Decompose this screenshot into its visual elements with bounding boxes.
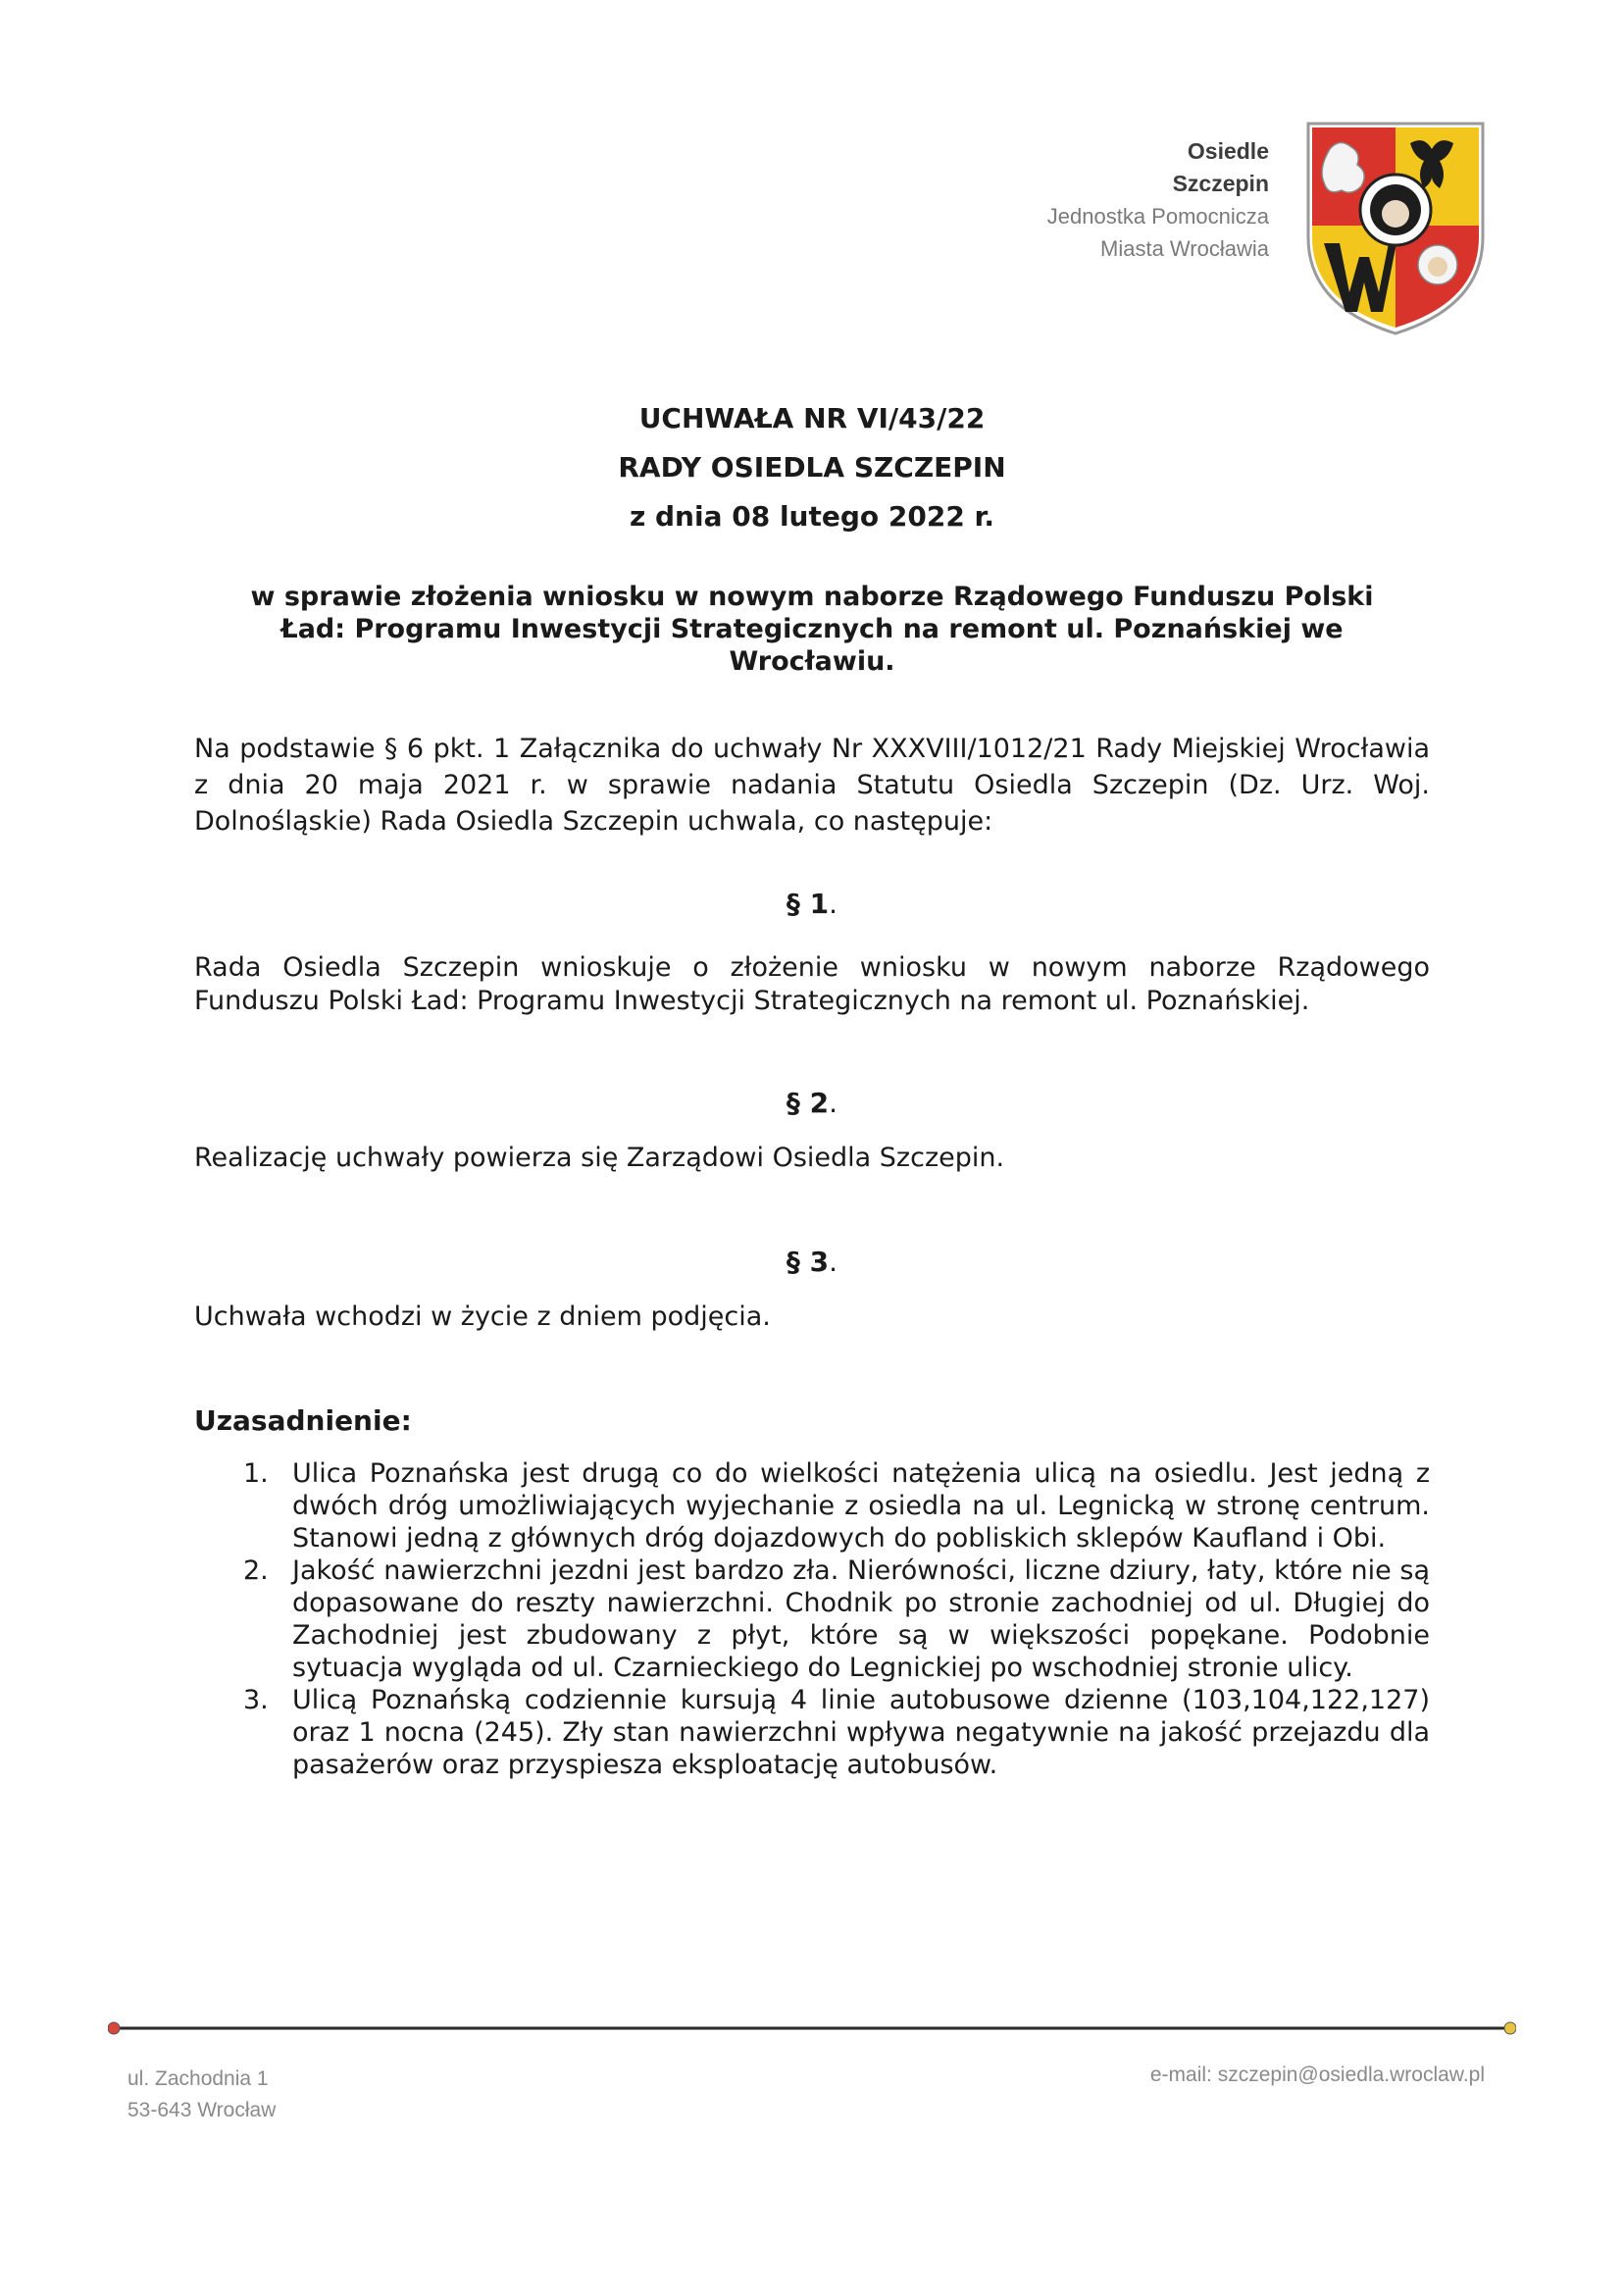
list-item-text: Ulicą Poznańską codziennie kursują 4 linie autobusowe dzienne (103,104,122,127) oraz 1 nocna (245). Zły stan nawierzchni wpływa negatywnie na jakość przejazdu dla pasażerów oraz przyspiesza eksploatację autobusów.: [292, 1685, 1430, 1780]
section-heading-1: § 1.: [786, 888, 838, 920]
footer-email: e-mail: szczepin@osiedla.wroclaw.pl: [1149, 2064, 1485, 2086]
list-item-text: Ulica Poznańska jest drugą co do wielkości natężenia ulicą na osiedlu. Jest jedną z dwóch dróg umożliwiających wyjechanie z osiedla na ul. Legnicką w stronę centrum. Stanowi jedną z głównych dróg dojazdowych do pobliskich sklepów Kaufland i Obi.: [292, 1458, 1430, 1554]
justification-list: [194, 1457, 1430, 1781]
footer-address: [127, 2064, 276, 2126]
resolution-council: RADY OSIEDLA SZCZEPIN: [618, 451, 1006, 484]
resolution-subject: w sprawie złożenia wniosku w nowym naborze Rządowego Funduszu Polski Ład: Programu Inwestycji Strategicznych na remont ul. Poznańskiej we Wrocławiu.: [250, 582, 1374, 677]
list-item-number: 2.: [243, 1555, 269, 1586]
footer-address-line2: 53-643 Wrocław: [127, 2099, 277, 2121]
list-item-text: Jakość nawierzchni jezdni jest bardzo zła. Nierówności, liczne dziury, łaty, które nie są dopasowane do reszty nawierzchni. Chodnik po stronie zachodniej od ul. Długiej do Zachodniej jest zbudowany z płyt, które są w większości popękane. Podobnie sytuacja wygląda od ul. Czarnieckiego do Legnickiej po wschodniej stronie ulicy.: [292, 1555, 1430, 1683]
list-item-number: 1.: [243, 1458, 269, 1489]
section-text-1: Rada Osiedla Szczepin wnioskuje o złożenie wniosku w nowym naborze Rządowego Funduszu Polski Ład: Programu Inwestycji Strategicznych na remont ul. Poznańskiej.: [194, 952, 1430, 1016]
footer-left-dot: [108, 2022, 120, 2034]
preamble-paragraph: Na podstawie § 6 pkt. 1 Załącznika do uchwały Nr XXXVIII/1012/21 Rady Miejskiej Wrocławia z dnia 20 maja 2021 r. w sprawie nadania Statutu Osiedla Szczepin (Dz. Urz. Woj. Dolnośląskie) Rada Osiedla Szczepin uchwala, co następuje:: [194, 734, 1430, 837]
list-item: [194, 1555, 1430, 1684]
list-item-number: 3.: [243, 1685, 269, 1715]
header-organization: [1047, 135, 1269, 265]
section-heading-3: § 3.: [786, 1246, 838, 1278]
footer-divider: [108, 2016, 1516, 2040]
resolution-date: z dnia 08 lutego 2022 r.: [629, 500, 995, 533]
list-item: [194, 1457, 1430, 1555]
justification-title: Uzasadnienie:: [194, 1404, 412, 1437]
section-heading-2: § 2.: [786, 1087, 838, 1119]
org-subtitle-line2: Miasta Wrocławia: [1100, 236, 1269, 261]
footer-address-line1: ul. Zachodnia 1: [127, 2067, 269, 2090]
org-subtitle-line1: Jednostka Pomocnicza: [1046, 204, 1269, 229]
footer-right-dot: [1504, 2022, 1516, 2034]
list-item: [194, 1684, 1430, 1781]
section-text-3: Uchwała wchodzi w życie z dniem podjęcia.: [194, 1301, 771, 1332]
org-name-line1: Osiedle: [1187, 138, 1269, 164]
resolution-number: UCHWAŁA NR VI/43/22: [638, 402, 986, 434]
wroclaw-coat-of-arms-icon: [1302, 120, 1489, 337]
org-name-line2: Szczepin: [1172, 171, 1269, 196]
section-text-2: Realizację uchwały powierza się Zarządowi Osiedla Szczepin.: [194, 1143, 1005, 1173]
